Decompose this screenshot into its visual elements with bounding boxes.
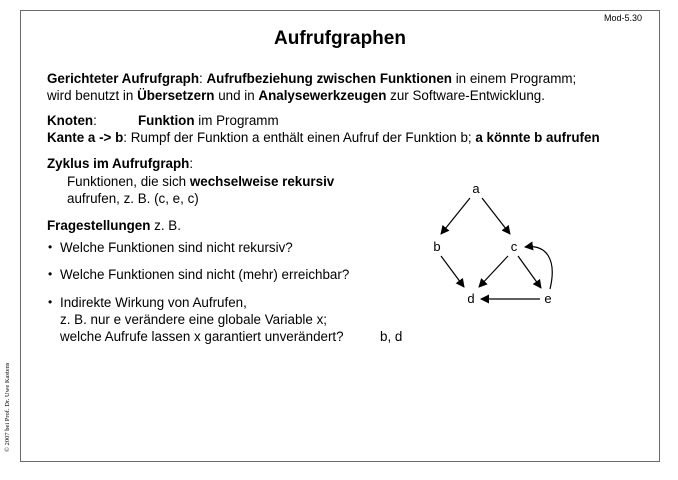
zyklus-line-2: aufrufen, z. B. (c, e, c) — [67, 191, 199, 206]
question-3-line-3: welche Aufrufe lassen x garantiert unverändert? — [60, 329, 344, 344]
slide-title: Aufrufgraphen — [274, 28, 406, 49]
edge-c-d — [479, 256, 508, 287]
question-3-line-1: Indirekte Wirkung von Aufrufen, — [60, 295, 247, 310]
question-2: Welche Funktionen sind nicht (mehr) erreichbar? — [60, 267, 350, 282]
knoten-value: Funktion im Programm — [138, 113, 279, 128]
node-c: c — [510, 239, 518, 254]
edge-a-b — [441, 198, 470, 234]
copyright: © 2007 bei Prof. Dr. Uwe Kastens — [4, 362, 11, 452]
node-a: a — [472, 181, 480, 196]
zyklus-line-1: Funktionen, die sich wechselweise rekursiv — [67, 174, 335, 189]
intro-line-1: Gerichteter Aufrufgraph: Aufrufbeziehung zwischen Funktionen in einem Programm; — [47, 71, 577, 86]
node-e: e — [544, 291, 552, 306]
answer: b, d — [380, 329, 403, 344]
node-b: b — [433, 239, 441, 254]
node-d: d — [467, 291, 475, 306]
kante-line: Kante a -> b: Rumpf der Funktion a enthält einen Aufruf der Funktion b; a könnte b aufrufen — [47, 130, 600, 145]
bullet-3: • — [48, 295, 53, 309]
fragen-heading: Fragestellungen z. B. — [47, 218, 181, 233]
slide-id: Mod-5.30 — [603, 13, 642, 23]
zyklus-heading: Zyklus im Aufrufgraph: — [47, 156, 194, 171]
edge-b-d — [441, 256, 464, 287]
knoten-label: Knoten: — [47, 113, 97, 128]
edge-c-e — [518, 256, 541, 288]
question-1: Welche Funktionen sind nicht rekursiv? — [60, 240, 293, 255]
edge-a-c — [482, 198, 510, 234]
bullet-1: • — [48, 240, 53, 254]
bullet-2: • — [48, 267, 53, 281]
intro-line-2: wird benutzt in Übersetzern und in Analysewerkzeugen zur Software-Entwicklung. — [47, 88, 545, 103]
edge-e-c — [525, 247, 552, 289]
question-3-line-2: z. B. nur e verändere eine globale Variable x; — [60, 312, 327, 327]
